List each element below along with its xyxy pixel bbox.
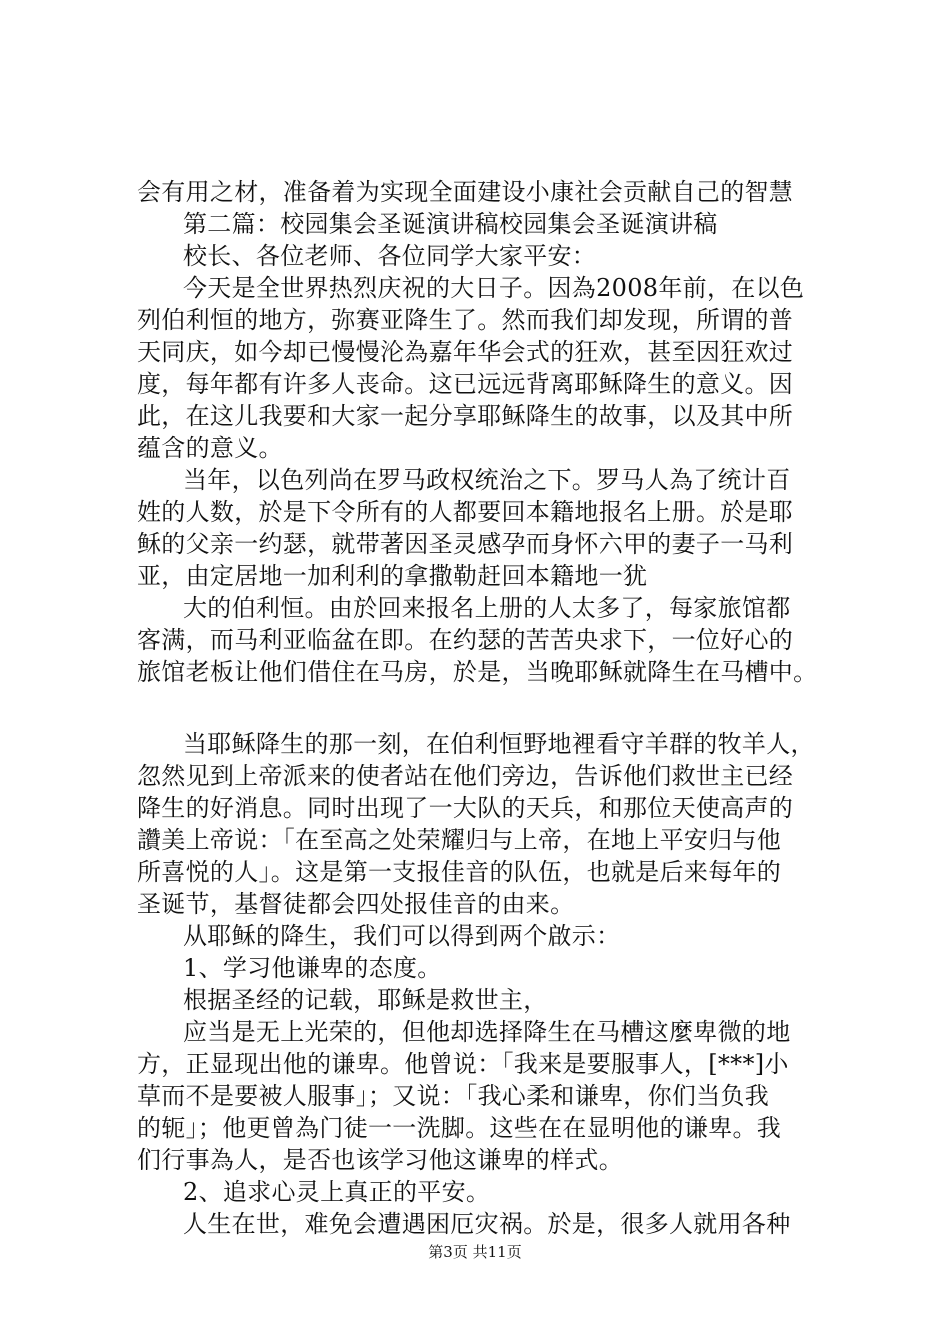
paragraph-line: 亚，由定居地一加利利的拿撒勒赶回本籍地一犹 <box>137 562 648 590</box>
paragraph-line: 蕴含的意义。 <box>137 434 283 462</box>
paragraph-line: 圣诞节，基督徒都会四处报佳音的由来。 <box>137 890 575 918</box>
paragraph-line: 方，正显现出他的谦卑。他曾说：「我来是要服事人，[***]小 <box>137 1050 789 1078</box>
paragraph-line: 大的伯利恒。由於回来报名上册的人太多了，每家旅馆都 <box>183 594 791 622</box>
body-text <box>137 176 837 1240</box>
paragraph-line: 此，在这儿我要和大家一起分享耶稣降生的故事，以及其中所 <box>137 402 794 430</box>
paragraph-line: 降生的好消息。同时出现了一大队的天兵，和那位天使高声的 <box>137 794 794 822</box>
paragraph-line: 从耶稣的降生，我们可以得到两个啟示： <box>183 922 621 950</box>
paragraph-line: 度，每年都有许多人丧命。这已远远背离耶稣降生的意义。因 <box>137 370 794 398</box>
paragraph-line: 姓的人数，於是下令所有的人都要回本籍地报名上册。於是耶 <box>137 498 794 526</box>
paragraph-line: 天同庆，如今却已慢慢沦為嘉年华会式的狂欢，甚至因狂欢过 <box>137 338 794 366</box>
salutation: 校长、各位老师、各位同学大家平安： <box>183 242 597 270</box>
paragraph-line: 忽然见到上帝派来的使者站在他们旁边，告诉他们救世主已经 <box>137 762 794 790</box>
paragraph-line: 们行事為人，是否也该学习他这谦卑的样式。 <box>137 1146 623 1174</box>
paragraph-line: 人生在世，难免会遭遇困厄灾祸。於是，很多人就用各种 <box>183 1210 791 1238</box>
paragraph-line: 今天是全世界热烈庆祝的大日子。因為2008年前，在以色 <box>183 274 805 302</box>
section-heading: 第二篇：校园集会圣诞演讲稿校园集会圣诞演讲稿 <box>183 210 718 238</box>
paragraph-line: 会有用之材，准备着为实现全面建设小康社会贡献自己的智慧 <box>137 178 794 206</box>
list-point-heading: 1、学习他谦卑的态度。 <box>183 954 442 982</box>
paragraph-line: 当年，以色列尚在罗马政权统治之下。罗马人為了统计百 <box>183 466 791 494</box>
paragraph-line: 的轭」；他更曾為门徒一一洗脚。这些在在显明他的谦卑。我 <box>137 1114 782 1142</box>
paragraph-line: 旅馆老板让他们借住在马房，於是，当晚耶稣就降生在马槽中。 <box>137 658 818 686</box>
paragraph-line: 讚美上帝说：「在至高之处荣耀归与上帝，在地上平安归与他 <box>137 826 782 854</box>
paragraph-line: 所喜悦的人」。这是第一支报佳音的队伍，也就是后来每年的 <box>137 858 782 886</box>
paragraph-line: 应当是无上光荣的，但他却选择降生在马槽这麼卑微的地 <box>183 1018 791 1046</box>
paragraph-line: 草而不是要被人服事」；又说：「我心柔和谦卑，你们当负我 <box>137 1082 770 1110</box>
page-number-footer: 第3页 共11页 <box>428 1243 522 1261</box>
paragraph-line: 稣的父亲一约瑟，就带著因圣灵感孕而身怀六甲的妻子一马利 <box>137 530 794 558</box>
paragraph-line: 列伯利恒的地方，弥赛亚降生了。然而我们却发现，所谓的普 <box>137 306 794 334</box>
paragraph-gap <box>137 688 837 728</box>
list-point-heading: 2、追求心灵上真正的平安。 <box>183 1178 491 1206</box>
paragraph-line: 当耶稣降生的那一刻，在伯利恒野地裡看守羊群的牧羊人， <box>183 730 815 758</box>
paragraph-line: 客满，而马利亚临盆在即。在约瑟的苦苦央求下，一位好心的 <box>137 626 794 654</box>
paragraph-line: 根据圣经的记载，耶稣是救世主， <box>183 986 548 1014</box>
